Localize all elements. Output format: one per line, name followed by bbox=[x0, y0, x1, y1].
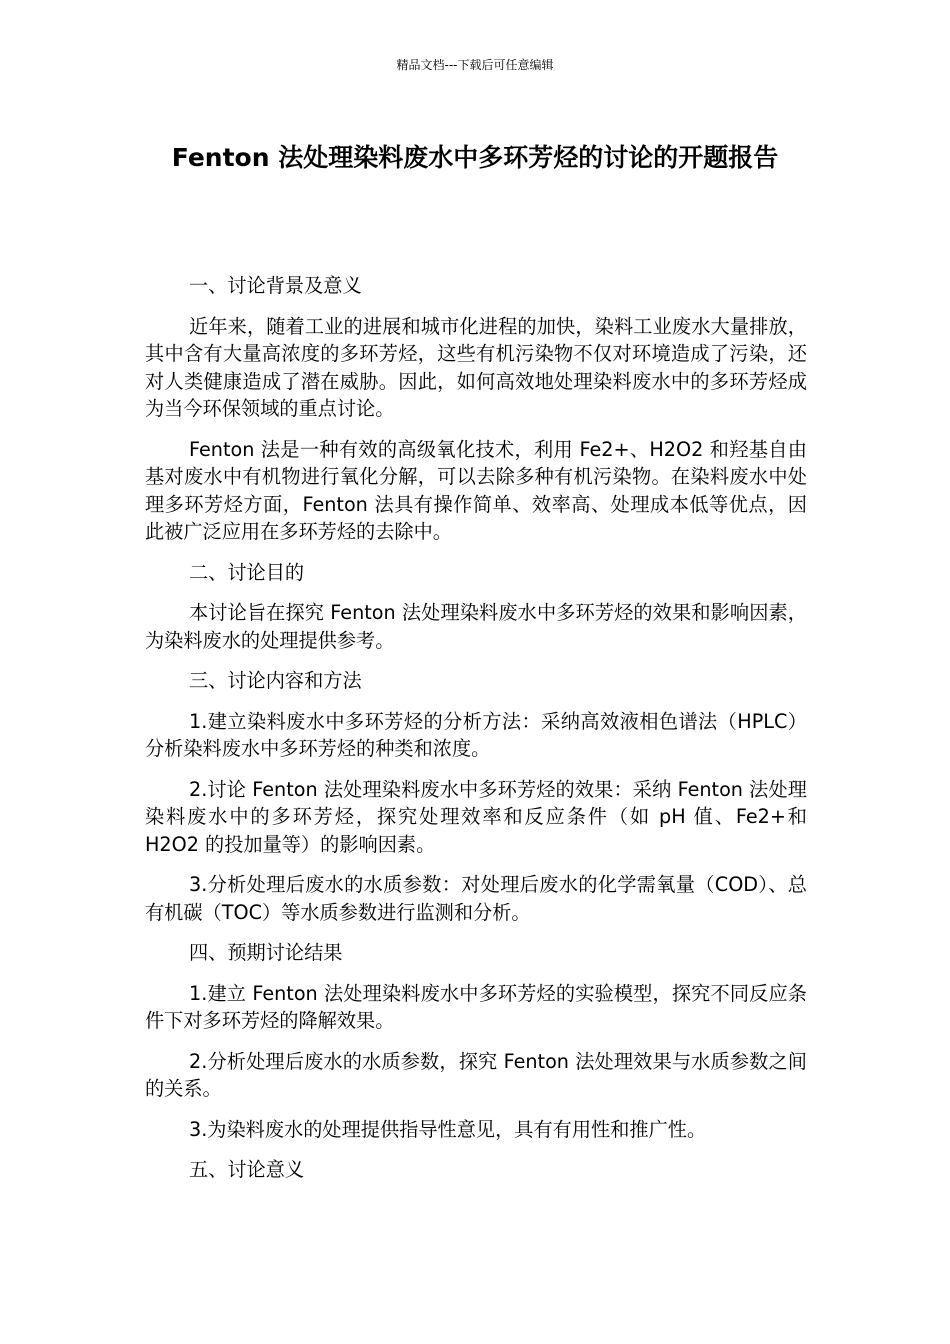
paragraph-fenton-intro: Fenton 法是一种有效的高级氧化技术，利用 Fe2+、H2O2 和羟基自由基对废水中有机物进行氧化分解，可以去除多种有机污染物。在染料废水中处理多环芳烃方面，Fenton 法具有操作简单、效率高、处理成本低等优点，因此被广泛应用在多环芳烃的去除中。 bbox=[145, 437, 807, 543]
page-header: 精品文档---下载后可任意编辑 bbox=[396, 58, 554, 72]
paragraph-result-3: 3.为染料废水的处理提供指导性意见，具有有用性和推广性。 bbox=[189, 1117, 707, 1141]
paragraph-background: 近年来，随着工业的进展和城市化进程的加快，染料工业废水大量排放，其中含有大量高浓度的多环芳烃，这些有机污染物不仅对环境造成了污染，还对人类健康造成了潜在威胁。因此，如何高效地处理染料废水中的多环芳烃成为当今环保领域的重点讨论。 bbox=[145, 314, 807, 420]
section-heading-background: 一、讨论背景及意义 bbox=[189, 274, 362, 297]
paragraph-result-2: 2.分析处理后废水的水质参数，探究 Fenton 法处理效果与水质参数之间的关系。 bbox=[145, 1049, 807, 1100]
paragraph-purpose: 本讨论旨在探究 Fenton 法处理染料废水中多环芳烃的效果和影响因素，为染料废水的处理提供参考。 bbox=[145, 601, 807, 652]
section-heading-significance: 五、讨论意义 bbox=[189, 1158, 305, 1181]
paragraph-method-3: 3.分析处理后废水的水质参数：对处理后废水的化学需氧量（COD）、总有机碳（TOC）等水质参数进行监测和分析。 bbox=[145, 873, 807, 924]
paragraph-method-1: 1.建立染料废水中多环芳烃的分析方法：采纳高效液相色谱法（HPLC）分析染料废水中多环芳烃的种类和浓度。 bbox=[145, 709, 807, 760]
document-title: Fenton 法处理染料废水中多环芳烃的讨论的开题报告 bbox=[171, 143, 779, 172]
section-heading-expected-results: 四、预期讨论结果 bbox=[189, 941, 343, 964]
paragraph-method-2: 2.讨论 Fenton 法处理染料废水中多环芳烃的效果：采纳 Fenton 法处理染料废水中的多环芳烃，探究处理效率和反应条件（如 pH 值、Fe2+和 H2O2 的投加量等）的影响因素。 bbox=[145, 777, 807, 856]
document-body bbox=[145, 272, 807, 1197]
section-heading-purpose: 二、讨论目的 bbox=[189, 560, 305, 584]
section-heading-methods: 三、讨论内容和方法 bbox=[189, 669, 362, 692]
paragraph-result-1: 1.建立 Fenton 法处理染料废水中多环芳烃的实验模型，探究不同反应条件下对多环芳烃的降解效果。 bbox=[145, 981, 807, 1032]
